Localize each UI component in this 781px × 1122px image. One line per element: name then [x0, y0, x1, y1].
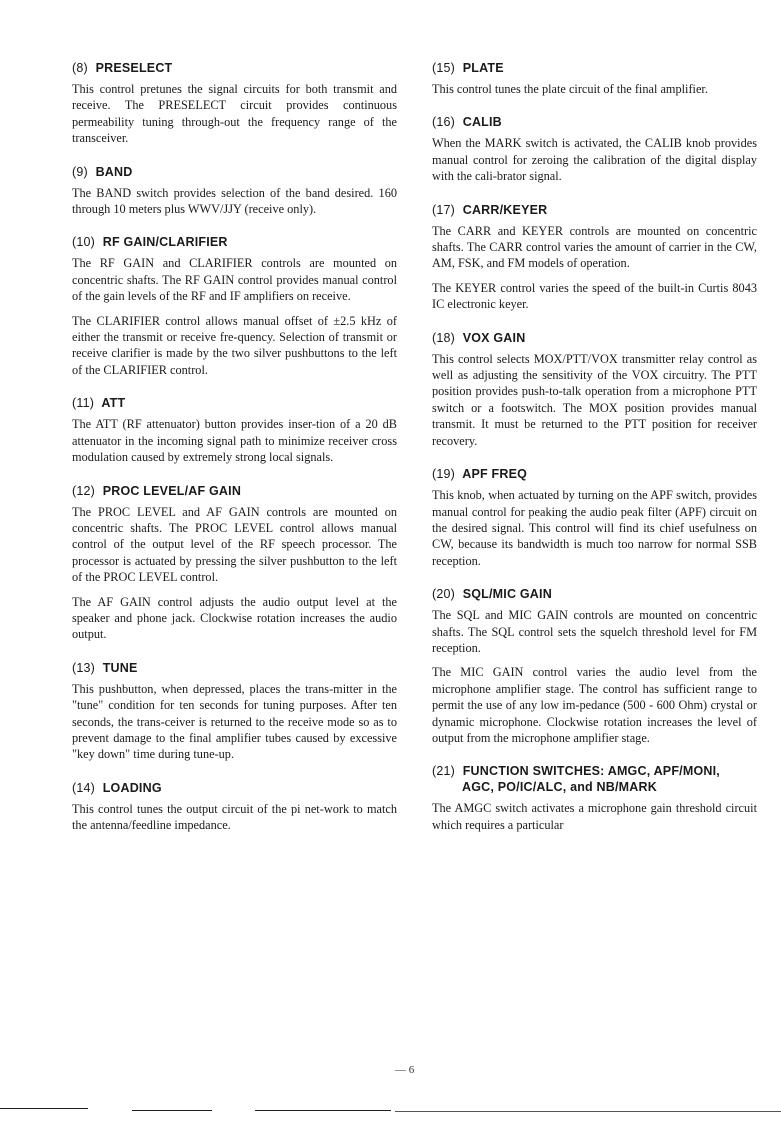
section-21 [432, 763, 757, 833]
section-heading [432, 202, 757, 218]
section-title-continuation: AGC, PO/IC/ALC, and NB/MARK [462, 780, 657, 795]
section-19 [432, 466, 757, 569]
section-number: (12) [72, 483, 96, 498]
section-paragraph: The PROC LEVEL and AF GAIN controls are mounted on concentric shafts. The PROC LEVEL control allows manual control of the output level of the RF speech processor. The processor is actuated by pressing the silver pushbutton to the left of the PROC LEVEL control. [72, 504, 397, 585]
section-title: APF FREQ [462, 467, 528, 482]
section-number: (14) [72, 780, 96, 795]
section-paragraph: This knob, when actuated by turning on the APF switch, provides manual control for peaking the audio peak filter (APF) circuit on the desired signal. This control will find its chief usefulness on CW, because its bandwidth is much too narrow for normal SSB reception. [432, 488, 757, 568]
section-number: (13) [72, 660, 96, 675]
section-heading [72, 660, 397, 676]
section-10 [72, 234, 397, 378]
section-title: ATT [101, 396, 126, 411]
section-heading [72, 780, 397, 796]
section-17 [432, 202, 757, 313]
scan-edge-line [255, 1110, 391, 1111]
section-heading [432, 466, 757, 482]
section-title: SQL/MIC GAIN [462, 587, 552, 602]
section-paragraph: The AF GAIN control adjusts the audio output level at the speaker and phone jack. Clockwise rotation increases the audio output. [72, 594, 397, 642]
section-heading [72, 60, 397, 76]
scan-edge-line [132, 1110, 212, 1111]
section-number: (21) [432, 764, 456, 779]
section-paragraph: The CARR and KEYER controls are mounted on concentric shafts. The CARR control varies the amount of carrier in the CW, AM, FSK, and FM models of operation. [432, 223, 757, 271]
section-11 [72, 395, 397, 465]
section-number: (19) [432, 467, 456, 482]
section-title: VOX GAIN [462, 330, 526, 345]
section-12 [72, 483, 397, 643]
section-paragraph: The ATT (RF attenuator) button provides inser-tion of a 20 dB attenuator in the incoming signal path to minimize receiver cross modulation caused by extremely strong local signals. [72, 417, 397, 465]
section-heading [72, 483, 397, 499]
section-paragraph: This control tunes the plate circuit of the final amplifier. [432, 82, 708, 96]
section-heading [72, 395, 397, 411]
section-number: (18) [432, 330, 456, 345]
scan-edge-line [0, 1108, 88, 1109]
right-column [432, 60, 757, 850]
section-paragraph: The AMGC switch activates a microphone gain threshold circuit which requires a particular [432, 801, 757, 832]
section-title: LOADING [102, 780, 162, 795]
section-20 [432, 586, 757, 746]
section-title: RF GAIN/CLARIFIER [102, 235, 228, 250]
section-number: (15) [432, 61, 456, 75]
section-paragraph: The MIC GAIN control varies the audio level from the microphone amplifier stage. The control has sufficient range to permit the use of any low im-pedance (500 - 600 Ohm) crystal or dynamic microphone. Clockwise rotation increases the level of output from the microphone amplifier stage. [432, 665, 757, 745]
section-paragraph: The CLARIFIER control allows manual offset of ±2.5 kHz of either the transmit or receive fre-quency. Selection of transmit or receive clarifier is made by the two silver pushbuttons to the left of the CLARIFIER control. [72, 313, 397, 377]
section-paragraph: This control pretunes the signal circuits for both transmit and receive. The PRESELECT circuit provides continuous permeability tuning through-out the frequency range of the transceiver. [72, 82, 397, 146]
section-number: (10) [72, 235, 96, 250]
section-title: TUNE [102, 660, 138, 675]
scan-edge-line [395, 1111, 781, 1112]
section-14 [72, 780, 397, 834]
page-number: — 6 [395, 1064, 415, 1076]
section-heading [432, 114, 757, 130]
section-title: CALIB [462, 115, 502, 130]
section-title: PLATE [462, 61, 504, 75]
section-9 [72, 164, 397, 218]
section-paragraph: When the MARK switch is activated, the CALIB knob provides manual control for zeroing the calibration of the digital display with the cali-brator signal. [432, 136, 757, 184]
section-number: (9) [72, 164, 88, 179]
section-heading [72, 234, 397, 250]
section-number: (16) [432, 115, 456, 130]
section-title: FUNCTION SWITCHES: AMGC, APF/MONI, [462, 764, 720, 779]
section-title: CARR/KEYER [462, 202, 548, 217]
section-paragraph: The BAND switch provides selection of the band desired. 160 through 10 meters plus WWV/JJY (receive only). [72, 185, 397, 217]
section-number: (20) [432, 587, 456, 602]
section-heading [432, 60, 757, 76]
section-title: PRESELECT [95, 61, 173, 75]
section-title: BAND [95, 164, 133, 179]
section-15 [432, 60, 757, 97]
section-number: (8) [72, 61, 88, 75]
section-heading [432, 586, 757, 602]
section-heading [432, 763, 757, 795]
section-16 [432, 114, 757, 184]
section-heading [432, 330, 757, 346]
section-paragraph: The RF GAIN and CLARIFIER controls are mounted on concentric shafts. The RF GAIN control provides manual control of the gain levels of the RF and IF amplifiers on receive. [72, 256, 397, 304]
section-paragraph: This control tunes the output circuit of the pi net-work to match the antenna/feedline impedance. [72, 801, 397, 833]
left-column [72, 60, 397, 851]
section-title: PROC LEVEL/AF GAIN [102, 483, 242, 498]
section-number: (17) [432, 202, 456, 217]
section-paragraph: The SQL and MIC GAIN controls are mounted on concentric shafts. The SQL control sets the squelch threshold level for FM reception. [432, 608, 757, 655]
section-paragraph: The KEYER control varies the speed of the built-in Curtis 8043 IC electronic keyer. [432, 280, 757, 312]
section-8 [72, 60, 397, 147]
section-heading [72, 164, 397, 180]
section-13 [72, 660, 397, 763]
section-18 [432, 330, 757, 449]
section-number: (11) [72, 396, 95, 411]
section-paragraph: This control selects MOX/PTT/VOX transmitter relay control as well as adjusting the sensitivity of the VOX circuitry. The PTT position provides push-to-talk operation from a microphone PTT switch or a footswitch. The MOX position provides manual transmit. It must be returned to the PTT position for receiver recovery. [432, 351, 757, 448]
section-paragraph: This pushbutton, when depressed, places the trans-mitter in the "tune" condition for ten seconds for tuning purposes. After ten seconds, the trans-ceiver is returned to the receive mode so as to prevent damage to the final amplifier tubes caused by excessive "key down" time during tune-up. [72, 681, 397, 762]
